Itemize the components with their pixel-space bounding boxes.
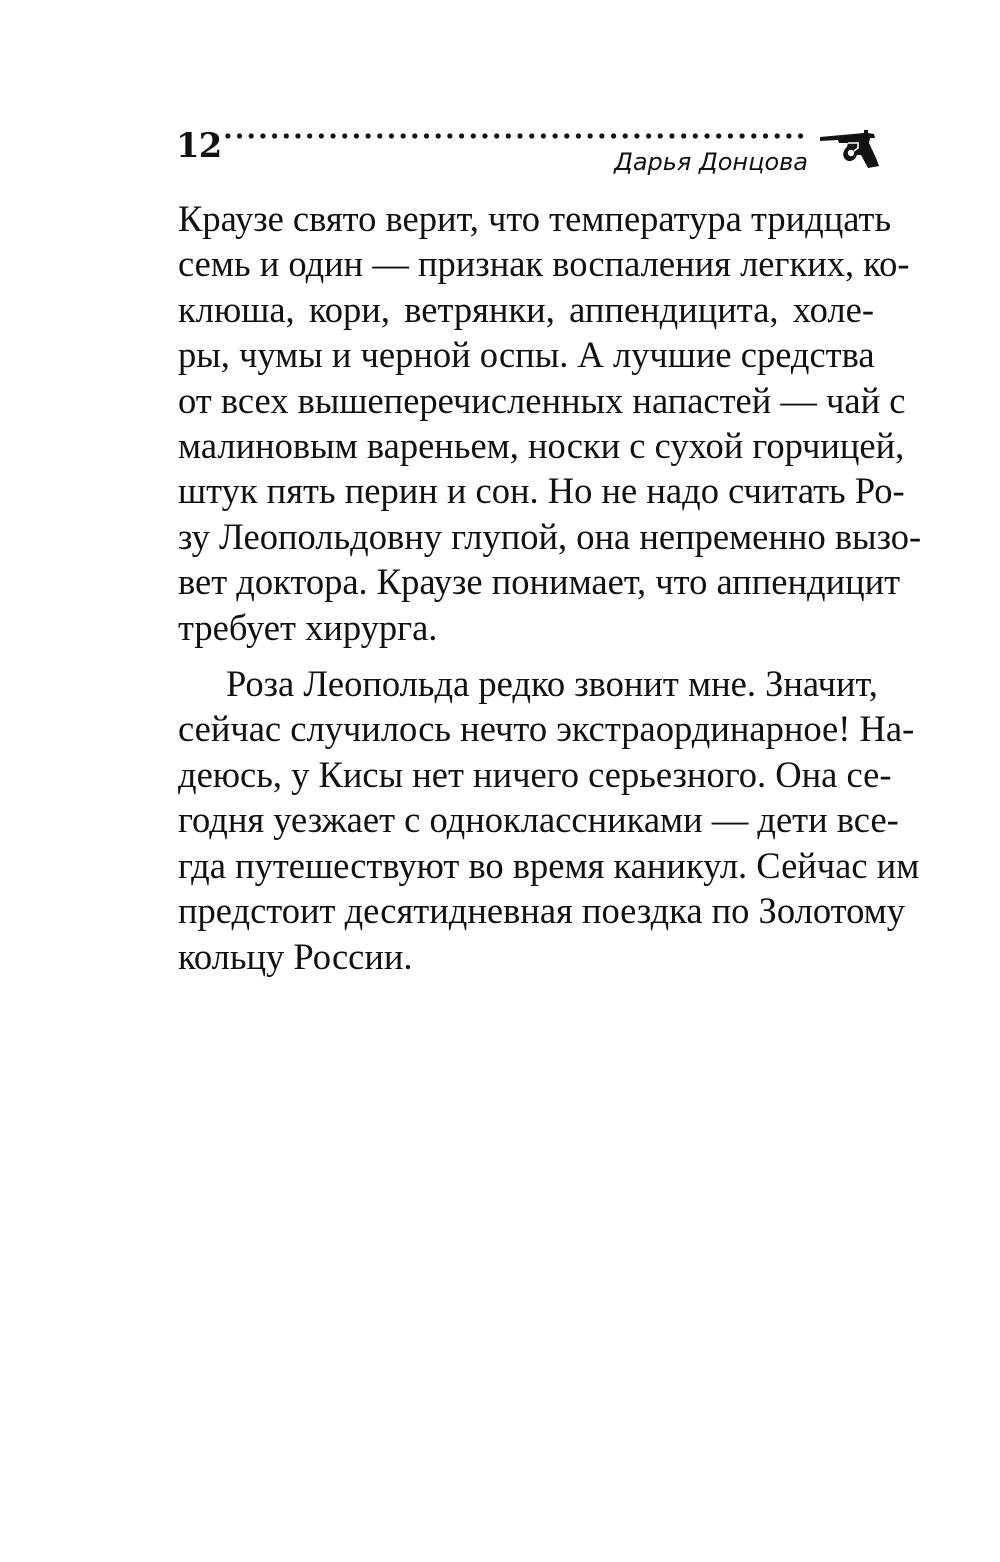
text-line: ры, чумы и черной оспы. А лучшие средства <box>178 334 875 376</box>
text-line: Краузе свято верит, что температура тридцать <box>178 198 892 239</box>
text-line: Роза Леопольда редко звонит мне. Значит, <box>226 663 878 705</box>
author-name: Дарья Донцова <box>614 148 808 176</box>
text-line: деюсь, у Кисы нет ничего серьезного. Она се- <box>178 753 892 795</box>
page-number: 12 <box>176 126 222 166</box>
text-line: годня уезжает с одноклассниками — дети все- <box>178 799 899 841</box>
text-line: клюша, кори, ветрянки, аппендицита, холе- <box>178 288 874 330</box>
text-line: штук пять перин и сон. Но не надо считать Ро- <box>178 470 905 512</box>
text-line: зу Леопольдовну глупой, она непременно вызо- <box>178 515 922 557</box>
text-line: от всех вышеперечисленных напастей — чай с <box>178 379 906 421</box>
text-line: предстоит десятидневная поездка по Золотому <box>178 890 905 932</box>
paragraph-2 <box>178 661 920 979</box>
text-line: кольцу России. <box>178 935 413 977</box>
revolver-icon <box>818 128 880 170</box>
text-line: вет доктора. Краузе понимает, что аппендицит <box>178 561 901 603</box>
text-line: требует хирурга. <box>178 606 438 648</box>
dotted-rule <box>222 133 808 139</box>
text-line-indented <box>178 661 878 706</box>
text-line: малиновым вареньем, носки с сухой горчицей, <box>178 425 905 467</box>
text-line: гда путешествуют во время каникул. Сейчас им <box>178 844 920 886</box>
text-line: сейчас случилось нечто экстраординарное! На- <box>178 708 915 750</box>
text-line: семь и один — признак воспаления легких, ко- <box>178 243 910 285</box>
paragraph-gap <box>178 650 874 661</box>
body-text <box>178 196 922 979</box>
paragraph-1 <box>178 196 922 650</box>
